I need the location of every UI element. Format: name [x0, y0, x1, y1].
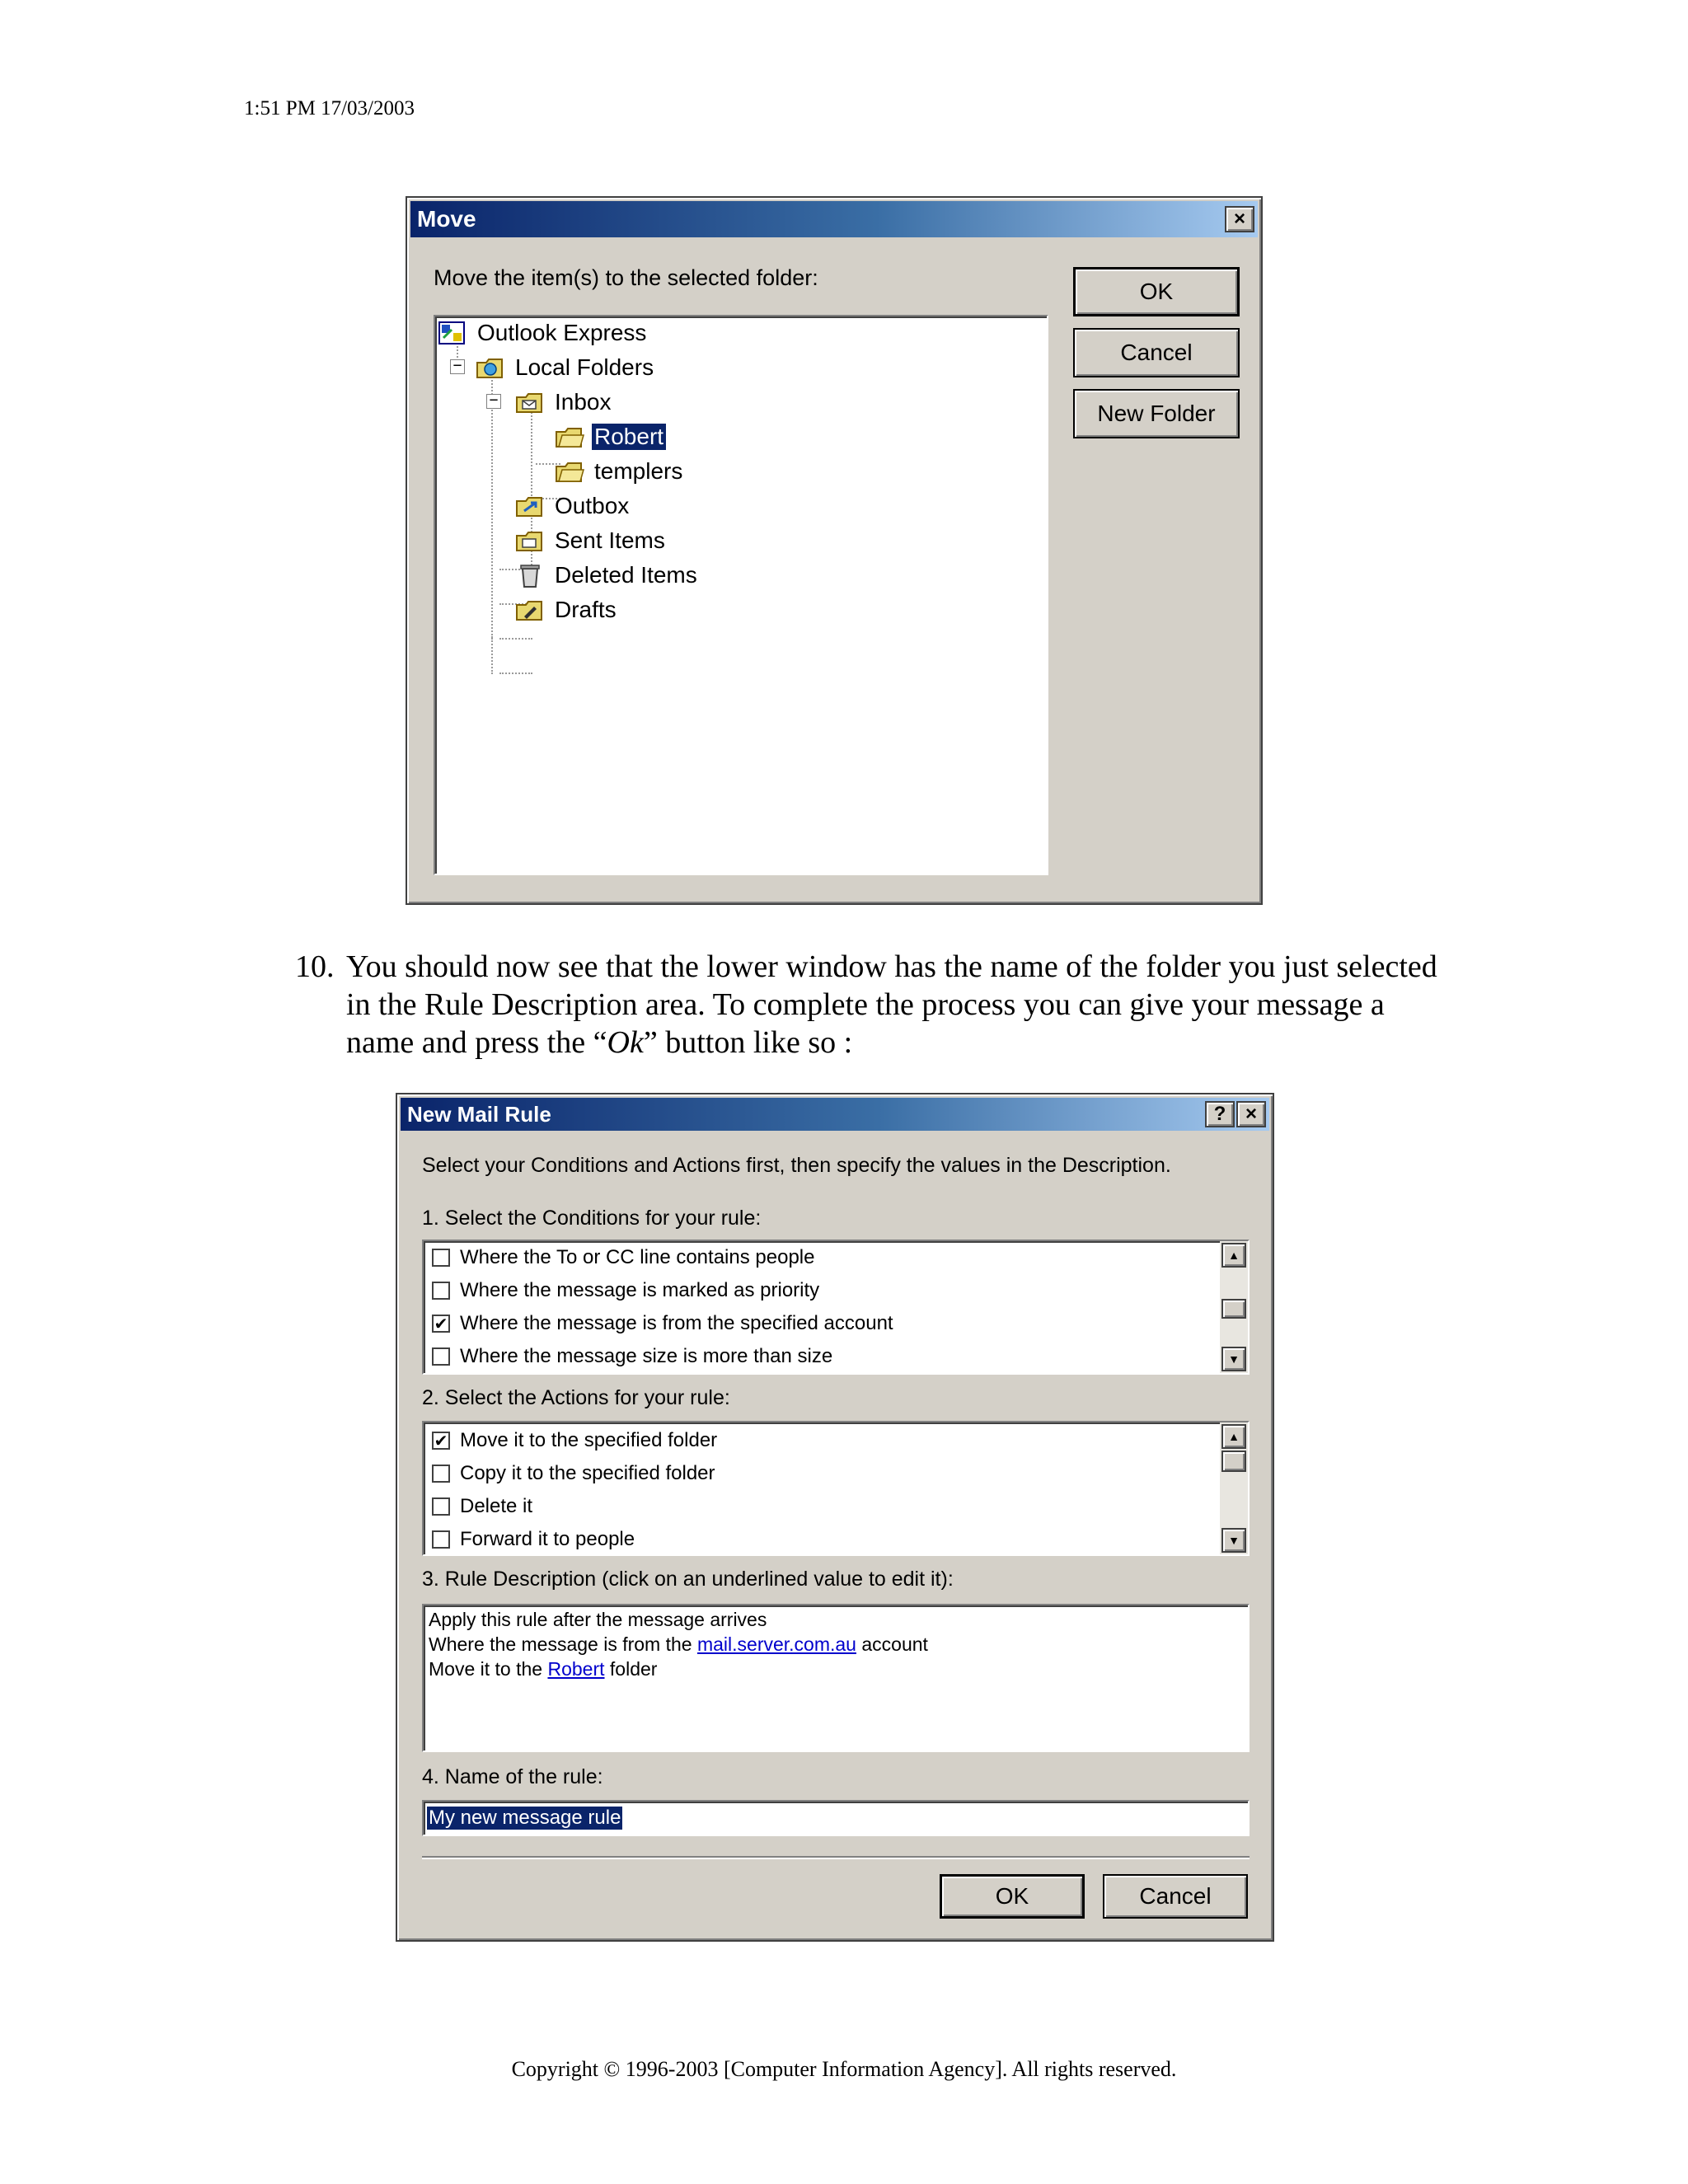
mail-rule-title: New Mail Rule — [407, 1102, 551, 1127]
description-line: Apply this rule after the message arrives — [429, 1609, 767, 1630]
conditions-list[interactable] — [422, 1240, 1250, 1375]
actions-scrollbar[interactable] — [1220, 1422, 1248, 1554]
local-folders-expander[interactable]: − — [450, 359, 465, 374]
action-label: Copy it to the specified folder — [460, 1462, 715, 1484]
local-folders-icon — [475, 354, 506, 381]
mail-rule-close-button[interactable]: × — [1236, 1101, 1266, 1127]
mail-rule-intro: Select your Conditions and Actions first, then specify the values in the Description. — [422, 1154, 1171, 1177]
action-row[interactable] — [432, 1462, 715, 1485]
scroll-up-button[interactable]: ▲ — [1221, 1424, 1246, 1449]
condition-label: Where the message size is more than size — [460, 1345, 833, 1367]
condition-label: Where the To or CC line contains people — [460, 1246, 815, 1268]
tree-item-label: Inbox — [555, 389, 612, 415]
mail-rule-ok-button[interactable]: OK — [940, 1874, 1085, 1919]
action-checkbox[interactable] — [432, 1497, 450, 1516]
folder-tree[interactable] — [434, 315, 1048, 875]
scroll-down-button[interactable]: ▼ — [1221, 1528, 1246, 1553]
outlook-express-icon — [437, 320, 468, 346]
conditions-label: 1. Select the Conditions for your rule: — [422, 1207, 762, 1230]
outbox-icon — [514, 493, 546, 519]
scroll-up-button[interactable]: ▲ — [1221, 1243, 1246, 1268]
description-line: Where the message is from the mail.server.com.au account — [429, 1633, 928, 1655]
tree-item-label: Drafts — [555, 597, 617, 622]
actions-list[interactable] — [422, 1421, 1250, 1556]
account-link[interactable]: mail.server.com.au — [696, 1633, 856, 1655]
action-label: Forward it to people — [460, 1528, 635, 1550]
description-label: 3. Rule Description (click on an underlined value to edit it): — [422, 1568, 954, 1591]
action-label: Move it to the specified folder — [460, 1429, 718, 1451]
folder-icon — [554, 458, 585, 485]
page-timestamp: 1:51 PM 17/03/2003 — [244, 97, 415, 120]
deleted-items-icon — [514, 562, 546, 588]
rule-description-box[interactable] — [422, 1604, 1250, 1752]
tree-item-label: Deleted Items — [555, 562, 697, 588]
new-folder-button[interactable]: New Folder — [1073, 389, 1240, 438]
condition-row[interactable] — [432, 1279, 819, 1302]
action-checkbox[interactable]: ✔ — [432, 1432, 450, 1450]
move-dialog-titlebar[interactable] — [410, 201, 1258, 237]
move-dialog-title: Move — [417, 206, 476, 232]
condition-checkbox[interactable] — [432, 1282, 450, 1300]
action-row[interactable] — [432, 1429, 717, 1452]
scroll-down-button[interactable]: ▼ — [1221, 1347, 1246, 1371]
tree-item-local-folders[interactable] — [475, 354, 656, 381]
actions-label: 2. Select the Actions for your rule: — [422, 1386, 730, 1409]
rule-name-value: My new message rule — [429, 1807, 621, 1829]
tree-item-label: Outlook Express — [477, 320, 647, 345]
tree-item-robert[interactable] — [554, 424, 666, 450]
inbox-icon — [514, 389, 546, 415]
step-number: 10. — [295, 949, 335, 984]
tree-item-outlook-express[interactable] — [437, 320, 649, 346]
action-checkbox[interactable] — [432, 1530, 450, 1549]
tree-item-label: templers — [594, 458, 683, 484]
rule-name-input[interactable] — [422, 1800, 1250, 1836]
page-copyright: Copyright © 1996-2003 [Computer Information Agency]. All rights reserved. — [511, 2057, 1177, 2081]
scroll-thumb[interactable] — [1221, 1451, 1246, 1472]
help-button[interactable]: ? — [1205, 1101, 1235, 1127]
inbox-expander[interactable]: − — [486, 394, 501, 409]
move-cancel-button[interactable]: Cancel — [1073, 328, 1240, 377]
tree-item-drafts[interactable] — [514, 597, 619, 623]
description-line: Move it to the Robert folder — [429, 1658, 658, 1680]
scroll-thumb[interactable] — [1221, 1299, 1246, 1319]
mail-rule-titlebar[interactable] — [401, 1098, 1269, 1131]
ok-emphasis: Ok — [607, 1025, 644, 1060]
folder-icon — [554, 424, 585, 450]
condition-label: Where the message is from the specified account — [460, 1312, 893, 1334]
action-row[interactable] — [432, 1495, 532, 1518]
move-dialog — [406, 196, 1263, 905]
condition-checkbox[interactable]: ✔ — [432, 1315, 450, 1333]
folder-link[interactable]: Robert — [547, 1658, 605, 1680]
mail-rule-cancel-button[interactable]: Cancel — [1103, 1874, 1248, 1919]
action-checkbox[interactable] — [432, 1465, 450, 1483]
move-dialog-close-button[interactable]: × — [1225, 206, 1254, 232]
sent-items-icon — [514, 527, 546, 554]
tree-item-label: Robert — [592, 424, 666, 450]
tree-item-label: Sent Items — [555, 527, 665, 553]
new-mail-rule-dialog — [396, 1093, 1274, 1942]
condition-checkbox[interactable] — [432, 1347, 450, 1366]
condition-row[interactable] — [432, 1246, 814, 1269]
tree-item-label: Local Folders — [515, 354, 654, 380]
tree-item-inbox[interactable] — [514, 389, 614, 415]
action-label: Delete it — [460, 1495, 533, 1517]
condition-label: Where the message is marked as priority — [460, 1279, 820, 1301]
tree-item-templers[interactable] — [554, 458, 685, 485]
condition-row[interactable] — [432, 1345, 832, 1368]
drafts-icon — [514, 597, 546, 623]
tree-item-outbox[interactable] — [514, 493, 631, 519]
tree-item-deleted-items[interactable] — [514, 562, 700, 588]
move-ok-button[interactable]: OK — [1073, 267, 1240, 316]
tree-item-sent-items[interactable] — [514, 527, 668, 554]
condition-row[interactable] — [432, 1312, 893, 1335]
dialog-separator — [422, 1856, 1250, 1859]
tree-item-label: Outbox — [555, 493, 630, 518]
step-text: You should now see that the lower window has the name of the folder you just selected in the Rule Description area. To complete the process you can give your message a name and press the “Ok” button like so : — [346, 949, 1437, 1060]
condition-checkbox[interactable] — [432, 1249, 450, 1267]
conditions-scrollbar[interactable] — [1220, 1241, 1248, 1373]
move-instruction: Move the item(s) to the selected folder: — [434, 265, 818, 290]
rule-name-label: 4. Name of the rule: — [422, 1765, 603, 1788]
action-row[interactable] — [432, 1528, 635, 1551]
